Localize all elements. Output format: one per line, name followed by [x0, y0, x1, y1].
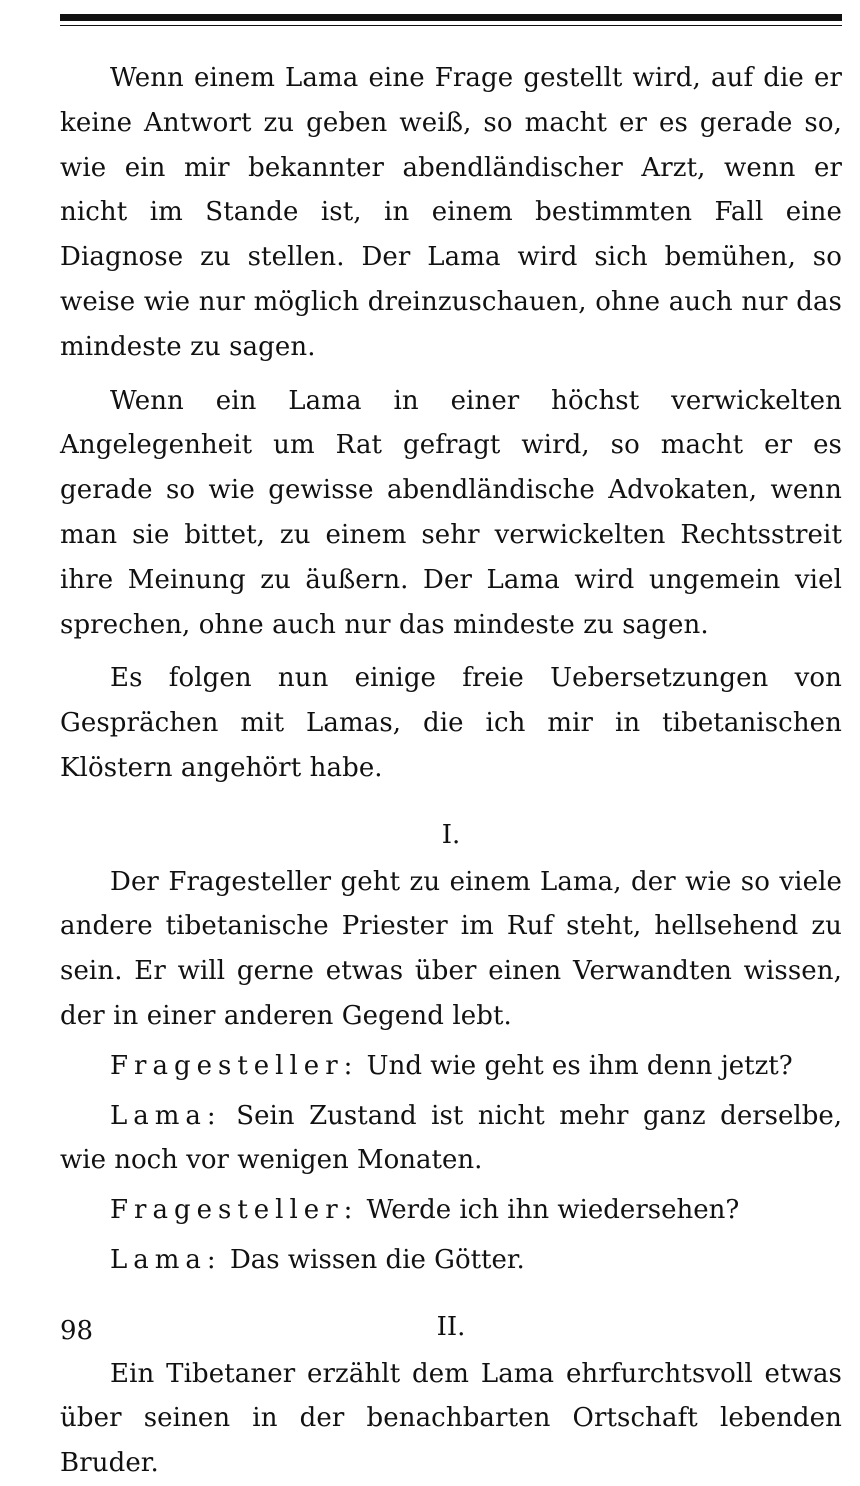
section-heading-2: II. — [436, 1311, 466, 1342]
dialog-line-4 — [60, 1238, 842, 1283]
speaker-label: Lama: — [110, 1244, 222, 1275]
paragraph-2: Wenn ein Lama in einer höchst verwickelten Angelegenheit um Rat gefragt wird, so macht er es gerade so wie gewisse abendländische Advokaten, wenn man sie bittet, zu einem sehr verwickelten Rechtsstreit ihre Meinung zu äußern. Der Lama wird ungemein viel sprechen, ohne auch nur das mindeste zu sagen. — [60, 385, 842, 640]
top-rule-thick — [60, 14, 842, 21]
dialog-text: Werde ich ihn wiedersehen? — [358, 1195, 740, 1226]
paragraph-1: Wenn einem Lama eine Frage gestellt wird, auf die er keine Antwort zu geben weiß, so macht er es gerade so, wie ein mir bekannter abendländischer Arzt, wenn er nicht im Stande ist, in einem bestimmten Fall eine Diagnose zu stellen. Der Lama wird sich bemühen, so weise wie nur möglich dreinzuschauen, ohne auch nur das mindeste zu sagen. — [60, 63, 842, 362]
speaker-label: Fragesteller: — [110, 1050, 359, 1081]
dialog-text: Das wissen die Götter. — [221, 1244, 525, 1275]
dialog-text: Sein Zustand ist nicht mehr ganz derselbe, wie noch vor wenigen Monaten. — [60, 1100, 842, 1176]
section-1-intro: Der Fragesteller geht zu einem Lama, der wie so viele andere tibetanische Priester im Ruf steht, hellsehend zu sein. Er will gerne etwas über einen Verwandten wissen, der in einer anderen Gegend lebt. — [60, 866, 842, 1031]
section-heading-1: I. — [441, 819, 461, 850]
dialog-line-2 — [60, 1094, 842, 1184]
section-2-intro: Ein Tibetaner erzählt dem Lama ehrfurchtsvoll etwas über seinen in der benachbarten Ortschaft lebenden Bruder. — [60, 1358, 842, 1479]
top-rule-thin — [60, 25, 842, 26]
dialog-line-1 — [60, 1044, 842, 1089]
page-body — [60, 56, 842, 1486]
dialog-line-3 — [60, 1188, 842, 1233]
page-number: 98 — [60, 1316, 94, 1346]
dialog-text: Und wie geht es ihm denn jetzt? — [358, 1050, 793, 1081]
speaker-label: Fragesteller: — [110, 1195, 359, 1226]
paragraph-3: Es folgen nun einige freie Uebersetzungen von Gesprächen mit Lamas, die ich mir in tibetanischen Klöstern angehört habe. — [60, 663, 842, 783]
speaker-label: Lama: — [110, 1100, 222, 1131]
